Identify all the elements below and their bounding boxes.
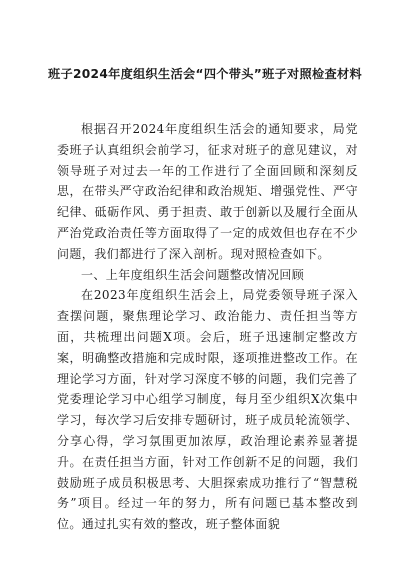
review-paragraph: 在2023年度组织生活会上，局党委领导班子深入查摆问题，聚焦理论学习、政治能力、责任担当等方面，共梳理出问题X项。会后，班子迅速制定整改方案，明确整改措施和完成时限，逐项推进整改工作。在理论学习方面，针对学习深度不够的问题，我们完善了党委理论学习中心组学习制度，每月至少组织X次集中学习，每次学习后安排专题研讨，班子成员轮流领学、分享心得，学习氛围更加浓厚，政治理论素养显著提升。在责任担当方面，针对工作创新不足的问题，我们鼓励班子成员积极思考、大胆探索成功推行了“智慧税务”项目。经过一年的努力，所有问题已基本整改到位。通过扎实有效的整改，班子整体面貌 (57, 288, 358, 532)
document-body (57, 119, 358, 535)
intro-paragraph: 根据召开2024年度组织生活会的通知要求，局党委班子认真组织会前学习，征求对班子的意见建议，对领导班子对过去一年的工作进行了全面回顾和深刻反思，在带头严守政治纪律和政治规矩、增强党性、严守纪律、砥砺作风、勇于担责、敢于创新以及履行全面从严治党政治责任等方面取得了一定的成效但也存在不少问题，我们都进行了深入剖析。现对照检查如下。 (57, 122, 358, 261)
document-title: 班子2024年度组织生活会“四个带头”班子对照检查材料 (48, 67, 362, 81)
section-heading: 一、上年度组织生活会问题整改情况回顾 (81, 267, 305, 282)
